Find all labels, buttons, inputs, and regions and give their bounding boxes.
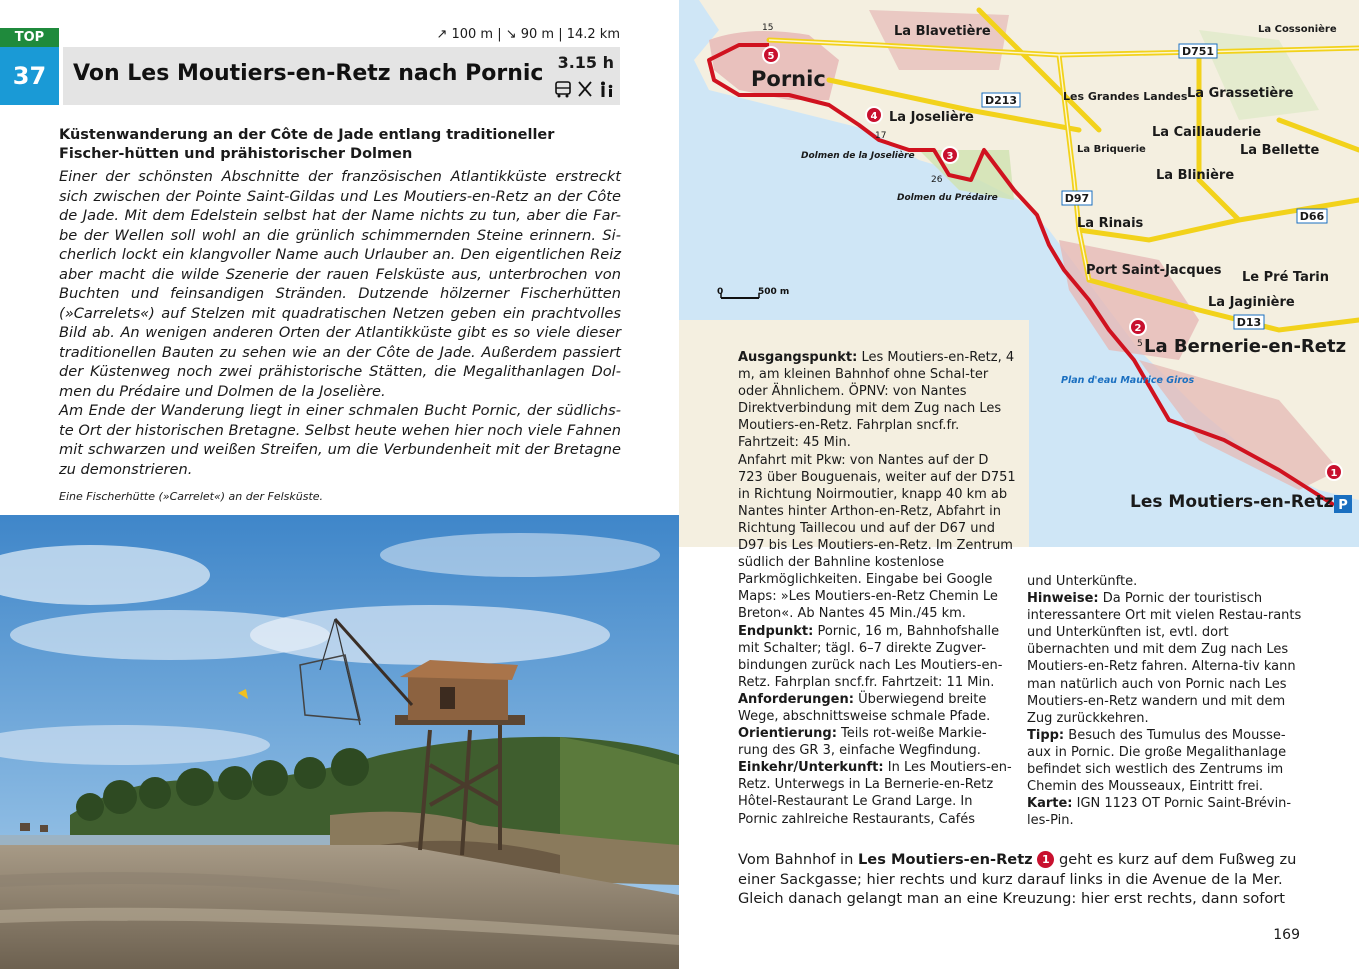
map-label: Karte: [1027,796,1073,812]
fishing-hut-photo [0,515,679,969]
requirements-label: Anforderungen: [738,691,854,707]
hints-label: Hinweise: [1027,591,1099,607]
parking-icon: P [1338,498,1348,513]
place-la-grassetiere: La Grassetière [1187,86,1294,101]
stop-text-continued: und Unterkünfte. [1027,574,1138,589]
scale-label: 500 m [758,287,790,297]
requirements-text: Überwiegend breite Wege, abschnittsweise schmale Pfade. [738,691,991,724]
tour-icons [550,80,616,100]
tour-duration: 3.15 h [557,53,614,72]
route-text-rest: geht es kurz auf dem Fußweg zu einer Sackgasse; hier rechts und kurz darauf links in die Avenue de la Mer. Gleich danach gelangt man an eine Kreuzung: hier erst rechts, dann sofort [738,851,1297,907]
road-d13: D13 [1236,316,1262,329]
intro-paragraph: Am Ende der Wanderung liegt in einer schmalen Bucht Pornic, der südlichs-te Ort der historischen Bretagne. Selbst heute wehen hier noch viele Fahnen mit schwarzen und weißen Streifen, um die Verbundenheit mit der Bretagne zu demonstrieren. [59,402,621,478]
info-column-right [1027,573,1305,829]
road-d97: D97 [1064,192,1090,205]
place-dolmen-predaire: Dolmen du Prédaire [897,193,998,203]
place-plan-deau: Plan d'eau Maurice Giros [1061,375,1195,386]
family-icon [598,80,616,98]
intro-paragraph: Einer der schönsten Abschnitte der französischen Atlantikküste erstreckt sich zwischen der Pointe Saint-Gildas und Les Moutiers-en-Retz an der Côte de Jade. Mit dem Edelstein selbst hat der Name nichts zu tun, aber die Far-be der Wellen soll wohl an die grünlich schimmernden Steine erinnern. Si-cherlich lockt ein klangvoller Name auch Urlauber an. Den eigentlichen Reiz aber macht die wilde Szenerie der rauen Felsküste aus, unterbrochen von Buchten und feinsandigen Stränden. Dutzende hölzerner Fischerhütten (»Carrelets«) auf Stelzen mit quadratischen Netzen geben ein prachtvolles Bild ab. An wenigen anderen Orten der Atlantikküste gibt es so viele dieser traditionellen Bauten zu sehen wie an der Côte de Jade. Außerdem passiert der Küstenweg noch zwei prähistorische Stätten, die Megalithanlagen Dol-men du Prédaire und Dolmen de la Joselière. [59,168,621,400]
place-la-rinais: La Rinais [1077,216,1144,231]
photo-caption: Eine Fischerhütte (»Carrelet«) an der Felsküste. [59,490,324,503]
start-label: Ausgangspunkt: [738,350,858,365]
height-label: 5 [1137,339,1143,349]
place-la-caillauderie: La Caillauderie [1152,125,1262,140]
place-dolmen-joseliere: Dolmen de la Joselière [801,151,915,161]
tip-text: Besuch des Tumulus des Mousse-aux in Pornic. Die große Megalithanlage befindet sich westlich des Zentrums im Chemin des Mousseaux, Eintritt frei. [1027,727,1287,795]
place-les-grandes-landes: Les Grandes Landes [1063,90,1188,103]
place-la-bliniere: La Blinière [1156,168,1235,183]
map-text: IGN 1123 OT Pornic Saint-Brévin-les-Pin. [1027,796,1292,829]
height-label: 26 [931,175,943,185]
top-label: TOP [0,28,59,47]
start-text: Les Moutiers-en-Retz, 4 m, am kleinen Bahnhof ohne Schal-ter oder Ähnlichem. ÖPNV: von Nantes Direktverbindung mit dem Zug nach Les Moutiers-en-Retz. Fahrplan sncf.fr. Fahrtzeit: 45 Min. [738,350,1015,451]
road-d66: D66 [1299,210,1325,223]
end-label: Endpunkt: [738,623,814,639]
intro-text [59,167,621,479]
place-la-joseliere: La Joselière [889,110,974,125]
scale-zero: 0 [717,287,724,297]
stop-text: In Les Moutiers-en-Retz. Unterwegs in La Bernerie-en-Retz Hôtel-Restaurant Le Grand Large. In Pornic zahlreiche Restaurants, Cafés [738,760,1012,827]
place-pornic: Pornic [751,67,826,91]
place-port-saint-jacques: Port Saint-Jacques [1086,263,1222,278]
tour-number: 37 [0,47,59,105]
page-title: Von Les Moutiers-en-Retz nach Pornic [73,61,544,86]
waypoint-3-label: 3 [946,151,954,162]
height-label: 15 [762,23,774,33]
hints-text: Da Pornic der touristisch interessantere Ort mit vielen Restau-rants und Unterkünften ist, evtl. dort übernachten und mit dem Zug nach Les Moutiers-en-Retz fahren. Alterna-tiv kann man natürlich auch von Pornic nach Les Moutiers-en-Retz wandern und mit dem Zug zurückkehren. [1027,591,1302,726]
place-la-bernerie-en-retz: La Bernerie-en-Retz [1144,336,1347,357]
place-le-pre-tarin: Le Pré Tarin [1242,270,1329,285]
tip-label: Tipp: [1027,727,1065,743]
stop-label: Einkehr/Unterkunft: [738,760,884,776]
road-d751: D751 [1181,45,1215,58]
orientation-label: Orientierung: [738,726,837,742]
bus-icon [554,80,572,98]
orientation-text: Teils rot-weiße Markie-rung des GR 3, einfache Wegfindung. [738,726,987,759]
page-number: 169 [1273,927,1300,943]
intro-heading: Küstenwanderung an der Côte de Jade entlang traditioneller Fischer-hütten und prähistorischer Dolmen [59,127,555,162]
route-text-start: Vom Bahnhof in [738,851,858,868]
route-place: Les Moutiers-en-Retz [858,851,1033,868]
road-d213: D213 [984,94,1018,107]
height-label: 17 [875,131,887,141]
info-column-left [738,349,1016,828]
place-la-jaginiere: La Jaginière [1208,295,1295,310]
end-text: Pornic, 16 m, Bahnhofshalle mit Schalter; tägl. 6–7 direkte Zugver-bindungen zurück nach Les Moutiers-en-Retz. Fahrplan sncf.fr. Fahrtzeit: 11 Min. [738,623,1003,690]
place-la-briquerie: La Briquerie [1077,144,1146,155]
waypoint-1-label: 1 [1330,468,1338,479]
waypoint-5-label: 5 [767,51,775,62]
place-la-cossoniere: La Cossonière [1258,24,1337,35]
route-description [738,850,1303,909]
waypoint-1-badge: 1 [1037,851,1054,868]
place-les-moutiers-en-retz: Les Moutiers-en-Retz [1130,492,1334,512]
waypoint-4-label: 4 [870,111,878,122]
place-la-blavetiere: La Blavetière [894,24,991,39]
tour-stats: ↗ 100 m | ↘ 90 m | 14.2 km [436,27,620,42]
drive-text: Anfahrt mit Pkw: von Nantes auf der D 723 über Bouguenais, weiter auf der D751 in Richtung Noirmoutier, knapp 40 km ab Nantes hinter Arthon-en-Retz, Abfahrt in Richtung Taillecou und auf der D67 und D97 bis Les Moutiers-en-Retz. Im Zentrum südlich der Bahnline kostenlose Parkmöglichkeiten. Eingabe bei Google Maps: »Les Moutiers-en-Retz Chemin Le Breton«. Ab Nantes 45 Min./45 km. [738,452,1016,622]
waypoint-2-label: 2 [1134,323,1142,334]
place-la-bellette: La Bellette [1240,143,1320,158]
restaurant-icon [576,80,594,98]
